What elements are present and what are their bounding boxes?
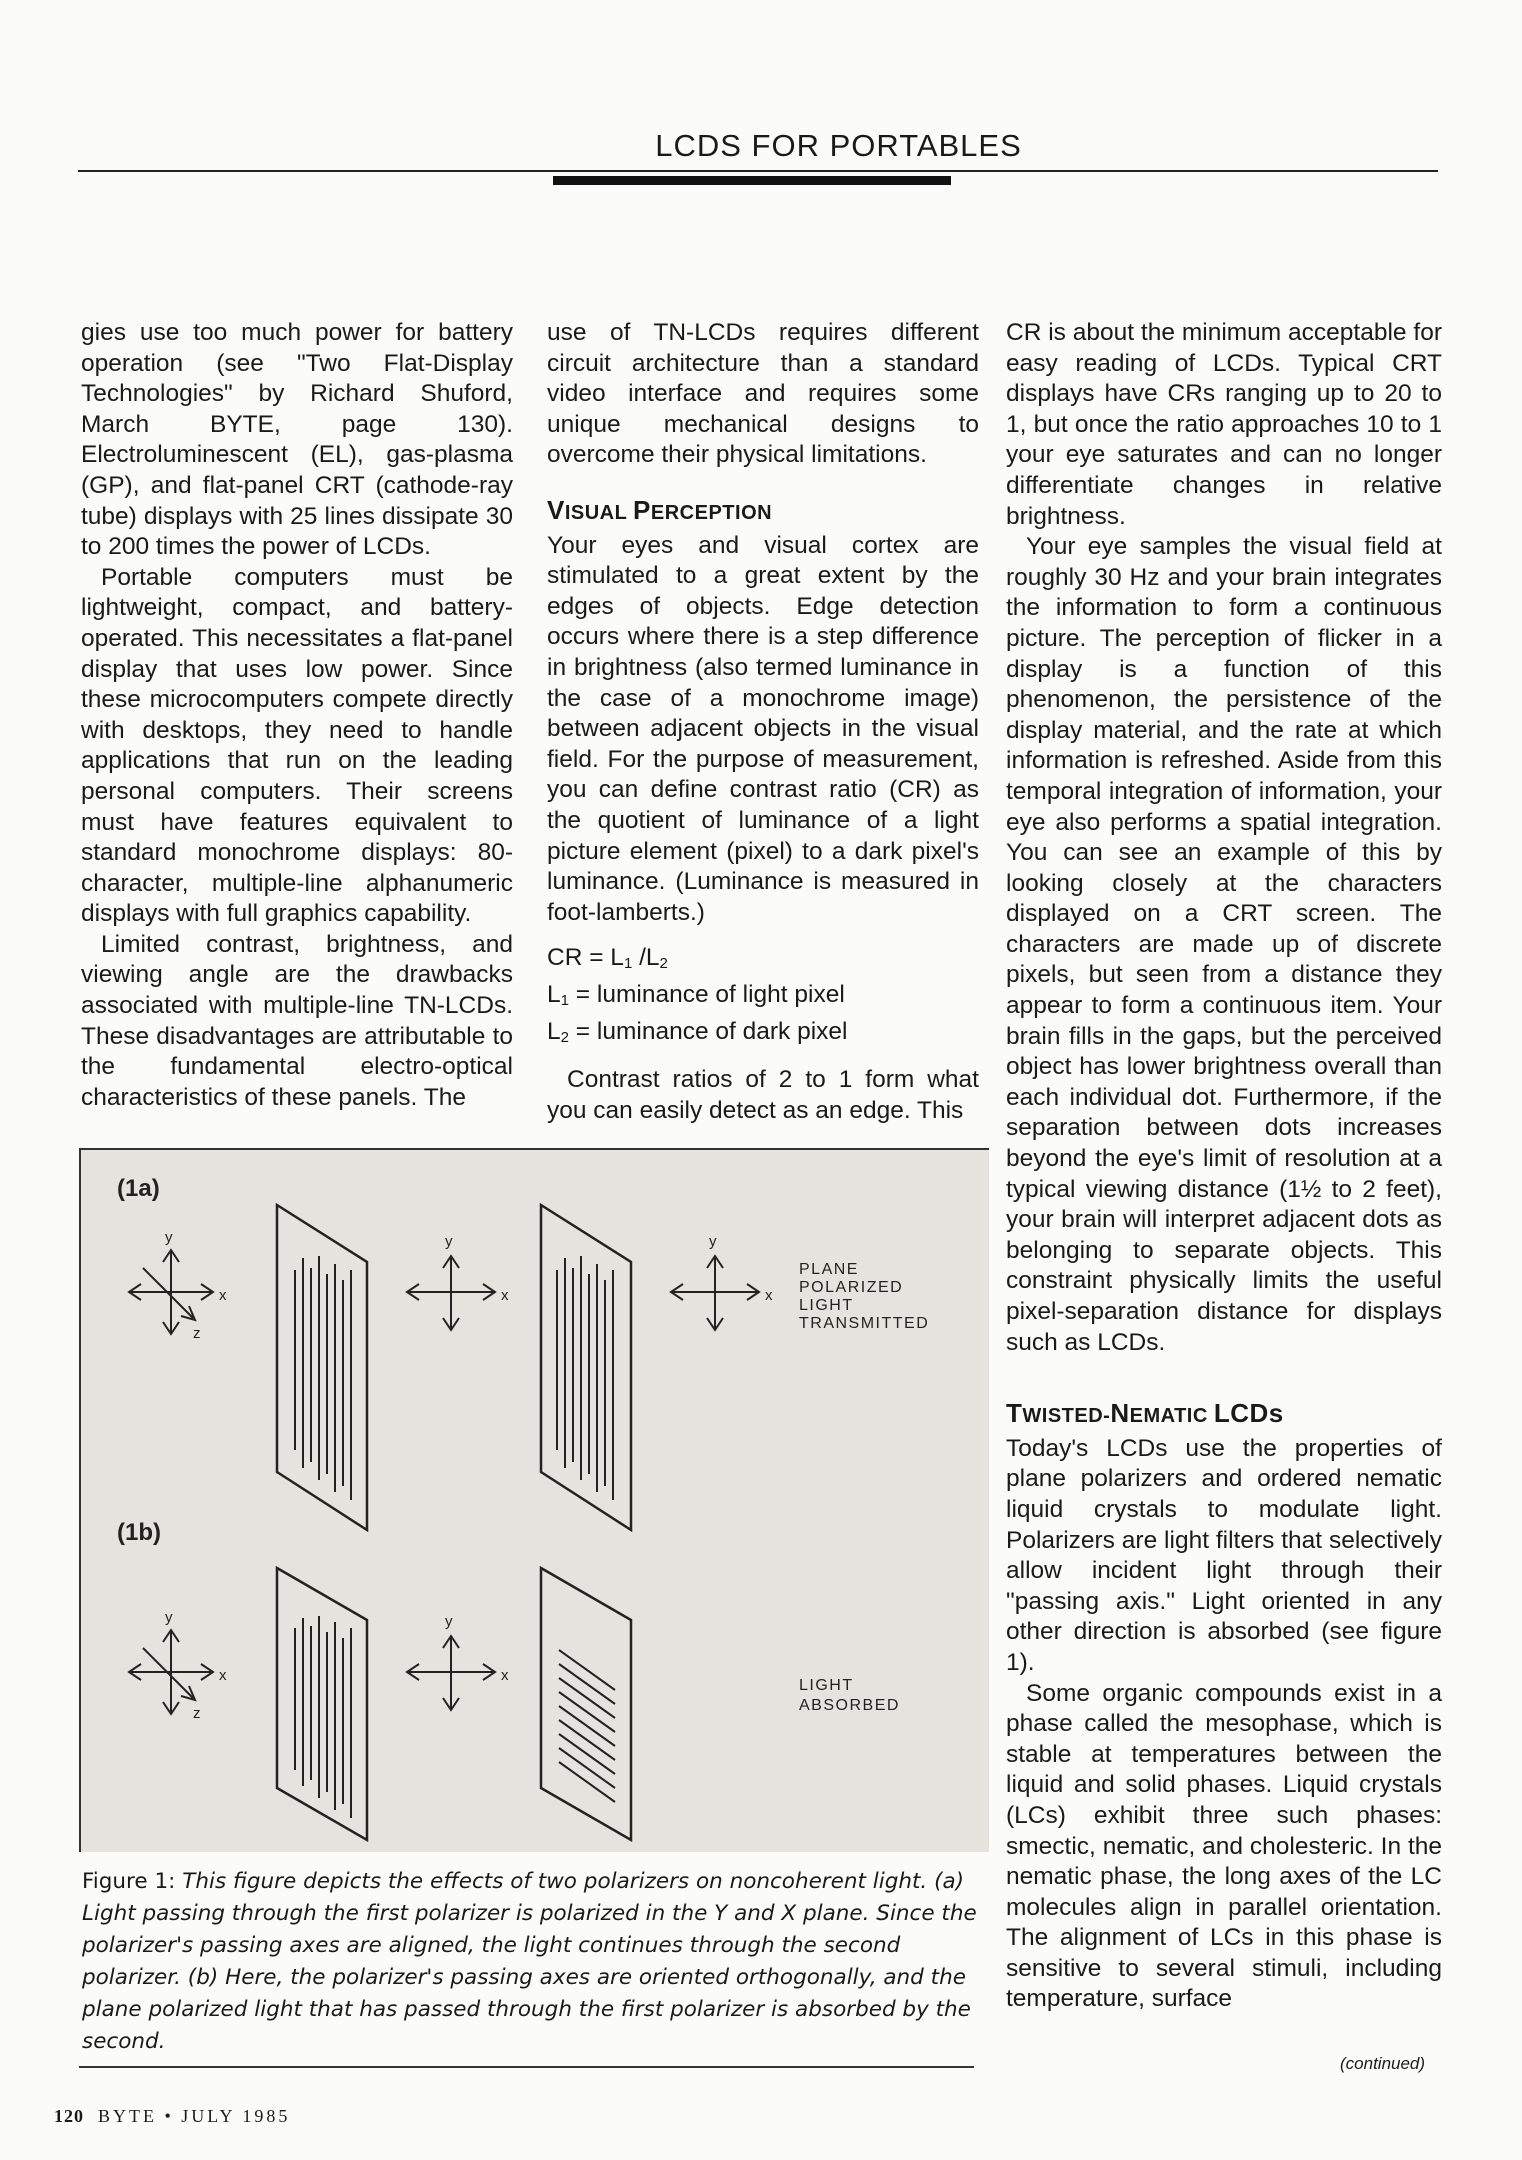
axes-icon-a3 [671,1233,773,1330]
equation-block [547,942,979,1053]
page-number: 120 [54,2106,84,2126]
page-footer [54,2106,290,2127]
axes-icon-b2 [407,1613,509,1710]
svg-text:z: z [193,1705,201,1722]
svg-text:PLANE: PLANE [799,1261,859,1278]
axes-icon-b1 [129,1609,227,1722]
caption-rule [79,2066,974,2068]
continued-note: (continued) [1340,2054,1426,2073]
label-1a: (1a) [117,1175,160,1202]
section-heading-visual-perception: VISUAL PERCEPTION [547,494,773,525]
svg-text:z: z [193,1325,201,1342]
equation-cr: CR = $L_1$ $/L_2$ [547,944,668,973]
paragraph: Your eyes and visual cortex are stimulated to a great extent by the edges of objects. Edge detection occurs where there is a step difference in brightness (also termed luminance in the case of a monochrome image) between adjacent objects in the visual field. For the purpose of measurement, you can define contrast ratio (CR) as the quotient of luminance of a light picture element (pixel) to a dark pixel's luminance. (Luminance is measured in foot-lamberts.) [547,531,979,926]
header-bar [553,176,951,185]
paragraph: gies use too much power for battery operation (see "Two Flat-Display Technologies" by Richard Shuford, March BYTE, page 130). Electroluminescent (EL), gas-plasma (GP), and flat-panel CRT (cathode-ray tube) displays with 25 lines dissipate 30 to 200 times the power of LCDs. [81,319,513,561]
axes-icon-a1 [129,1229,227,1342]
label-absorbed [799,1677,900,1714]
paragraph: Limited contrast, brightness, and viewing angle are the drawbacks associated with multiple-line TN-LCDs. These disadvantages are attributable to the fundamental electro-optical characteristics of these panels. The [81,930,513,1111]
running-header: LCDS FOR PORTABLES [655,128,1022,163]
svg-text:y: y [445,1233,453,1250]
polarizer-b1 [277,1568,367,1840]
caption-lead: Figure 1: [82,1869,183,1894]
svg-text:TRANSMITTED: TRANSMITTED [799,1315,930,1332]
polarizer-b2 [541,1568,631,1840]
section-heading-twisted-nematic: TWISTED-NEMATIC LCDs [1006,1398,1284,1429]
footer-text: BYTE • JULY 1985 [98,2106,291,2126]
equation-l1: $L_1$ = luminance of light pixel [547,981,845,1010]
axes-icon-a2 [407,1233,509,1330]
svg-text:x: x [219,1287,227,1304]
svg-text:LIGHT: LIGHT [799,1677,854,1694]
svg-text:y: y [445,1613,453,1630]
paragraph: Your eye samples the visual field at roughly 30 Hz and your brain integrates the information to form a continuous picture. The perception of flicker in a display is a function of this phenomenon, the persistence of the display material, and the rate at which information is refreshed. Aside from this temporal integration of information, your eye also performs a spatial integration. You can see an example of this by looking closely at the characters displayed on a CRT screen. The characters are made up of discrete pixels, but seen from a distance they appear to form a continuous item. Your brain fills in the gaps, but the perceived object has lower brightness overall than each individual dot. Furthermore, if the separation between dots increases beyond the eye's limit of resolution at a typical viewing distance (1½ to 2 feet), your brain will interpret adjacent dots as belonging to separate objects. This constraint physically limits the useful pixel-separation distance for displays such as LCDs. [1006,533,1442,1356]
polarizer-diagram [81,1150,989,1852]
svg-text:x: x [765,1287,773,1304]
column-2 [547,318,979,1126]
svg-text:LIGHT: LIGHT [799,1297,854,1314]
paragraph: Some organic compounds exist in a phase called the mesophase, which is stable at temperatures between the liquid and solid phases. Liquid crystals (LCs) exhibit three such phases: smectic, nematic, and cholesteric. In the nematic phase, the long axes of the LC molecules align in parallel orientation. The alignment of LCs in this phase is sensitive to several stimuli, including temperature, surface [1006,1679,1442,2013]
svg-text:POLARIZED: POLARIZED [799,1279,904,1296]
header-rule [78,170,1438,172]
figure-caption [82,1866,982,2058]
caption-body: This figure depicts the effects of two polarizers on noncoherent light. (a) Light passing through the first polarizer is polarized in the Y and X plane. Since the polarizer's passing axes are aligned, the light continues through the second polarizer. (b) Here, the polarizer's passing axes are oriented orthogonally, and the plane polarized light that has passed through the first polarizer is absorbed by the second. [82,1869,977,2054]
column-3 [1006,318,1442,2015]
svg-text:y: y [709,1233,717,1250]
svg-text:ABSORBED: ABSORBED [799,1697,900,1714]
paragraph: Portable computers must be lightweight, compact, and battery-operated. This necessitates a flat-panel display that uses low power. Since these microcomputers compete directly with desktops, they need to handle applications that run on the leading personal computers. Their screens must have features equivalent to standard monochrome displays: 80-character, multiple-line alphanumeric displays with full graphics capability. [81,563,513,928]
equation-l2: $L_2$ = luminance of dark pixel [547,1018,848,1047]
paragraph: Contrast ratios of 2 to 1 form what you can easily detect as an edge. This [547,1066,979,1124]
svg-text:y: y [165,1609,173,1626]
label-1b: (1b) [117,1519,161,1546]
svg-text:x: x [501,1667,509,1684]
svg-text:y: y [165,1229,173,1246]
label-transmitted [799,1261,929,1332]
paragraph: use of TN-LCDs requires different circuit architecture than a standard video interface and requires some unique mechanical designs to overcome their physical limitations. [547,319,979,469]
paragraph: CR is about the minimum acceptable for easy reading of LCDs. Typical CRT displays have CRs ranging up to 20 to 1, but once the ratio approaches 10 to 1 your eye saturates and can no longer differentiate changes in relative brightness. [1006,319,1442,530]
figure-1 [79,1148,989,1852]
paragraph: Today's LCDs use the properties of plane polarizers and ordered nematic liquid crystals to modulate light. Polarizers are light filters that selectively allow incident light through their "passing axis." Light oriented in any other direction is absorbed (see figure 1). [1006,1434,1442,1676]
column-1 [81,318,513,1113]
polarizer-a1 [277,1205,367,1530]
svg-text:x: x [219,1667,227,1684]
polarizer-a2 [541,1205,631,1530]
svg-text:x: x [501,1287,509,1304]
